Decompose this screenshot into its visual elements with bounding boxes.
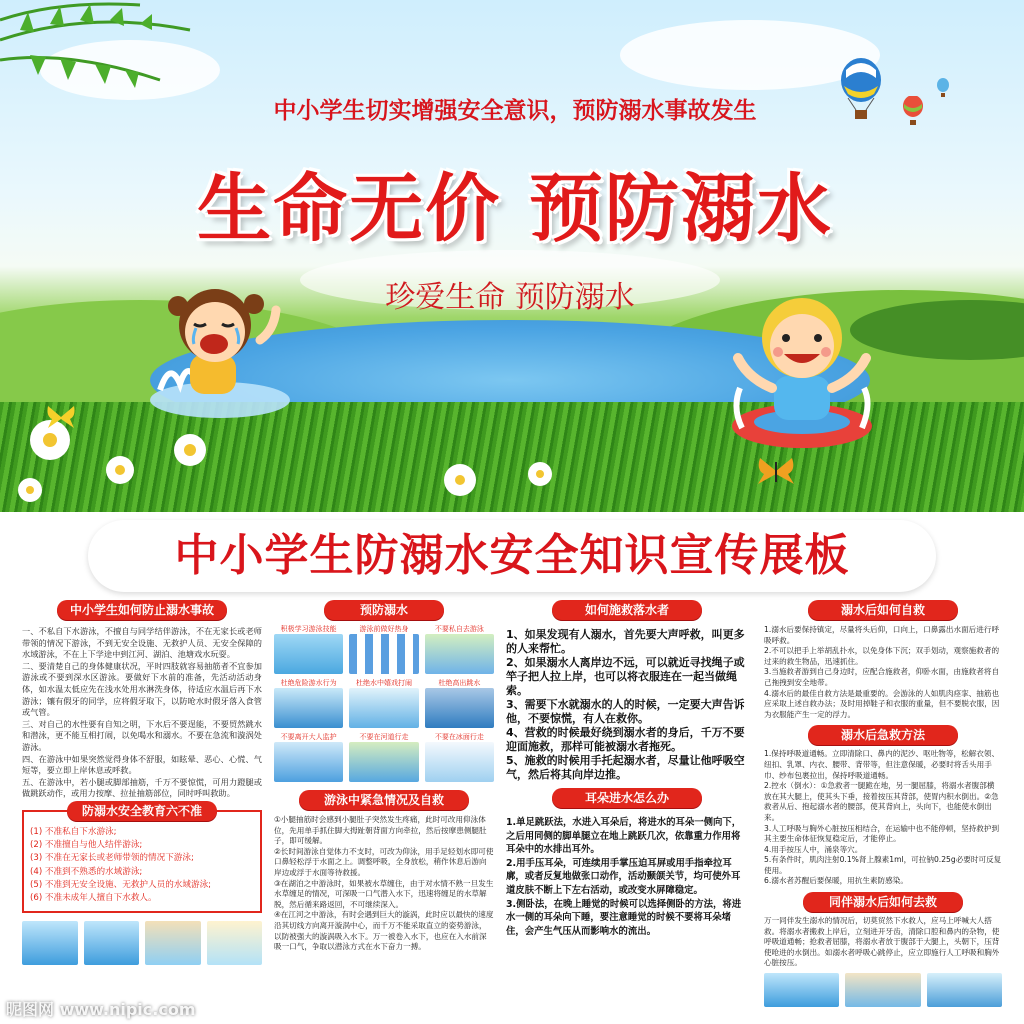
paragraph: ④在江河之中游泳，有时会遇到巨大的漩涡，此时应以最快的速度沿其切线方向离开漩涡中心，而千万不能采取直立的姿势游泳，以防被强大的漩涡吸入水下。万一被卷入水下，也应在入水前深吸一口气，争取以潜泳方式在水下奋力一搏。	[274, 910, 494, 952]
hot-air-balloon-icon	[902, 96, 924, 126]
paragraph: 1.溺水后要保持镇定，尽量将头后仰，口向上，口鼻露出水面后进行呼吸呼救。	[764, 625, 1000, 645]
paragraph: 4.溺水后的最佳自救方法是最重要的。会游泳的人如肌肉痉挛、抽筋也应采取上述自救办法；及时用掉鞋子和衣服的重量，但不要脱衣服，因为衣服能产生一定的浮力。	[764, 688, 1000, 719]
cell-label: 不要在冰面行走	[434, 733, 484, 741]
precaution-grid	[274, 624, 494, 782]
rescue-photo	[845, 973, 920, 1007]
cell-label: 不要离开大人监护	[280, 733, 337, 741]
paragraph: 1、如果发现有人溺水，首先要大声呼救，叫更多的人来帮忙。	[506, 628, 745, 655]
cell-illustration	[425, 688, 494, 728]
grid-cell	[349, 624, 418, 674]
swimming-photo	[145, 921, 201, 965]
paragraph: 一、不私自下水游泳，不擅自与同学结伴游泳，不在无家长或老师带领的情况下游泳，不到无安全设施、无救护人员、无安全保障的水域游泳，不在上下学途中到江河、湖泊、池塘戏水玩耍。	[22, 626, 262, 660]
self-rescue-text	[764, 625, 1002, 720]
emergency-text	[274, 815, 494, 953]
cell-illustration	[274, 688, 343, 728]
paragraph: 3.当施救者游到自己身边时，应配合施救者，仰卧水面，由施救者将自己拖拽到安全地带。	[764, 667, 1000, 687]
rule-item: (5) 不准到无安全设施、无救护人员的水域游泳;	[30, 879, 212, 890]
paragraph: ②长时间游泳自觉体力不支时，可改为仰泳，用手足轻划水即可使口鼻轻松浮于水面之上。调整呼吸，全身放松，稍作休息后游向岸边或浮于水面等待救援。	[274, 846, 494, 877]
paragraph: 2.不可以把手上举胡乱扑水，以免身体下沉；双手划动，观察施救者的过来的救生物品，迅速抓住。	[764, 646, 1000, 666]
swimming-photo	[84, 921, 140, 965]
section-heading: 游泳中紧急情况及自救	[299, 790, 469, 810]
rule-item: (4) 不准到不熟悉的水域游泳;	[30, 866, 143, 877]
butterfly-icon	[46, 404, 76, 430]
happy-boy-illustration	[722, 288, 882, 458]
peer-rescue-text	[764, 916, 1002, 969]
column-rescue	[506, 600, 748, 938]
board-title-bar	[88, 520, 936, 592]
paragraph: 四、在游泳中如果突然觉得身体不舒服，如眩晕、恶心、心慌、气短等，要立即上岸休息或呼救。	[22, 753, 262, 776]
cell-illustration	[274, 742, 343, 782]
rescue-photo	[927, 973, 1002, 1007]
cell-label: 积极学习游泳技能	[280, 625, 337, 633]
rule-item: (3) 不准在无家长或老师带领的情况下游泳;	[30, 853, 194, 864]
cell-illustration	[425, 742, 494, 782]
photo-strip	[764, 973, 1002, 1007]
section-heading: 耳朵进水怎么办	[552, 788, 702, 808]
column-prevention	[22, 600, 262, 965]
grid-cell	[349, 732, 418, 782]
swimming-photo	[207, 921, 263, 965]
grid-cell	[349, 678, 418, 728]
section-heading: 如何施救落水者	[552, 600, 702, 620]
rescue-text	[506, 628, 748, 782]
paragraph: ③在湖泊之中游泳时，如果被水草缠住，由于对水情不熟一旦发生水草缠足的情况，可深吸一口气潜入水下，迅速将缠足的水草解脱，然后循来路返回，不可继续深入。	[274, 878, 494, 909]
sub-title: 珍爱生命 预防溺水	[385, 280, 635, 315]
rescue-photo	[764, 973, 839, 1007]
section-heading: 溺水后如何自救	[808, 600, 958, 620]
column-self-rescue	[764, 600, 1002, 1007]
paragraph: 2.用手压耳朵，可连续用手掌压迫耳屏或用手指牵拉耳廓，或者反复地做张口动作，活动颞颌关节，均可使外耳道皮肤不断上下左右活动，或改变水屏障稳定。	[506, 857, 741, 896]
paragraph: 4、营救的时候最好绕到溺水者的身后，千万不要迎面施救，那样可能被溺水者拖死。	[506, 726, 745, 753]
paragraph: 1.单足跳跃法，水进入耳朵后，将进水的耳朵一侧向下，之后用同侧的脚单腿立在地上跳跃几次，依靠重力作用将耳朵中的水排出耳外。	[506, 817, 742, 856]
section-heading: 同伴溺水后如何去救	[803, 892, 963, 912]
cell-label: 游泳前做好热身	[359, 625, 409, 633]
grid-cell	[425, 624, 494, 674]
cell-illustration	[425, 634, 494, 674]
rule-item: (6) 不准未成年人擅自下水救人。	[30, 892, 157, 903]
paragraph: 4.用手按压人中，涌泉等穴。	[764, 844, 863, 854]
daisy-flowers-icon	[430, 450, 570, 510]
palm-leaves-icon	[0, 0, 200, 130]
first-aid-text	[764, 749, 1002, 887]
cell-label: 杜绝高出跳水	[438, 679, 481, 687]
paragraph: 二、要清楚自己的身体健康状况，平时四肢就容易抽筋者不宜参加游泳或不要到深水区游泳。要做好下水前的准备，先活动活动身体，如水温太低应先在浅水处用水淋洗身体，待适应水温后再下水游泳；镶有假牙的同学，应将假牙取下，以防呛水时假牙落入食管或气管。	[22, 660, 262, 718]
rule-item: (1) 不准私自下水游泳;	[30, 826, 117, 837]
cell-label: 杜绝水中嬉戏打闹	[355, 679, 412, 687]
slogan-top: 中小学生切实增强安全意识，预防溺水事故发生	[273, 98, 757, 124]
cell-label: 不要私自去游泳	[434, 625, 484, 633]
cell-illustration	[349, 742, 418, 782]
column-precautions	[274, 600, 494, 953]
cell-illustration	[349, 634, 418, 674]
grid-cell	[274, 732, 343, 782]
board-title: 中小学生防溺水安全知识宣传展板	[174, 530, 850, 581]
paragraph: 1.保持呼吸道通畅。立即清除口、鼻内的泥沙、呕吐物等，松解衣领、纽扣、乳罩、内衣、腰带、背带等，但注意保暖，必要时将舌头用手巾、纱布包裹拉出，保持呼吸道通畅。	[764, 749, 1000, 780]
grid-cell	[274, 624, 343, 674]
paragraph: 6.溺水者苏醒后要保暖，用抗生素防感染。	[764, 876, 908, 886]
crying-girl-illustration	[150, 280, 290, 420]
main-title: 生命无价 预防溺水	[197, 166, 833, 252]
photo-strip	[22, 921, 262, 965]
grid-cell	[425, 678, 494, 728]
paragraph: 万一同伴发生溺水的情况后，切莫贸然下水救人，应马上呼喊大人搭救。将溺水者搬救上岸后，立刻进开牙齿，清除口腔和鼻内的杂物，使呼吸道通畅；抢救者屈膝，将溺水者放于腹部于大腿上，头朝下，压背使呛进的水倒出。如溺水者呼吸心跳停止，应立即施行人工呼吸和胸外心脏按压。	[764, 916, 1000, 968]
butterfly-icon	[756, 454, 796, 488]
paragraph: 5.有条件时，肌肉注射0.1%肾上腺素1ml，可拉钠0.25g必要时可反复使用。	[764, 855, 1002, 875]
six-rules-box	[22, 803, 262, 913]
paragraph: 五、在游泳中，若小腿或脚部抽筋，千万不要惊慌，可用力蹬腿或做跳跃动作，或用力按摩、拉扯抽筋部位，同时呼叫救助。	[22, 776, 262, 799]
grid-cell	[274, 678, 343, 728]
paragraph: 5、施救的时候用手托起溺水者，尽量让他呼吸空气，然后将其向岸边推。	[506, 754, 745, 781]
cell-label: 不要在河道行走	[359, 733, 409, 741]
paragraph: 3.人工呼吸与胸外心脏按压相结合，在运输中也不能停顿，坚持救护到其主要生命体征恢复稳定后，才能停止。	[764, 823, 1000, 844]
rule-item: (2) 不准擅自与他人结伴游泳;	[30, 840, 143, 851]
swimming-photo	[22, 921, 78, 965]
section-heading: 溺水后急救方法	[808, 725, 958, 745]
paragraph: 2.控水（倒水）：①急救者一腿跪在地，另一腿屈膝，将溺水者腹部横放在其大腿上，使其头下垂，接着按压其背部，使胃内积水倒出。②急救者从后、抱起溺水者的腰部，使其背向上，头向下，也能使水倒出来。	[764, 781, 999, 822]
cell-illustration	[349, 688, 418, 728]
cell-label: 杜绝危险游水行为	[280, 679, 337, 687]
hot-air-balloon-icon	[936, 78, 950, 98]
paragraph: 三、对自己的水性要有自知之明，下水后不要逞能，不要贸然跳水和潜泳，更不能互相打闹，以免喝水和溺水。不要在急流和漩涡处游泳。	[22, 718, 262, 752]
paragraph: 2、如果溺水人离岸边不远，可以就近寻找绳子或竿子把人拉上岸，也可以将衣服连在一起当做绳索。	[506, 656, 745, 697]
section-heading: 防溺水安全教育六不准	[67, 801, 217, 821]
ear-water-text	[506, 816, 748, 938]
hot-air-balloon-icon	[838, 58, 884, 124]
paragraph: ①小腿抽筋时会感到小腿肚子突然发生疼痛，此时可改用仰泳体位，先用单手抓住脚大拇趾朝背面方向牵拉，然后按摩患侧腿肚子，即可缓解。	[274, 815, 487, 846]
knowledge-board	[12, 590, 1012, 1012]
watermark: 昵图网 www.nipic.com	[6, 1000, 196, 1019]
section-heading: 预防溺水	[324, 600, 444, 620]
section-heading: 中小学生如何防止溺水事故	[57, 600, 227, 620]
cell-illustration	[274, 634, 343, 674]
paragraph: 3.侧卧法，在晚上睡觉的时候可以选择侧卧的方法，将进水一侧的耳朵向下睡，要注意睡觉的时候不要将耳朵堵住，会产生气压从而影响水的流出。	[506, 898, 742, 937]
prevention-text	[22, 626, 262, 800]
paragraph: 3、需要下水就溺水的人的时候，一定要大声告诉他，不要惊慌，有人在救你。	[506, 698, 745, 725]
grid-cell	[425, 732, 494, 782]
